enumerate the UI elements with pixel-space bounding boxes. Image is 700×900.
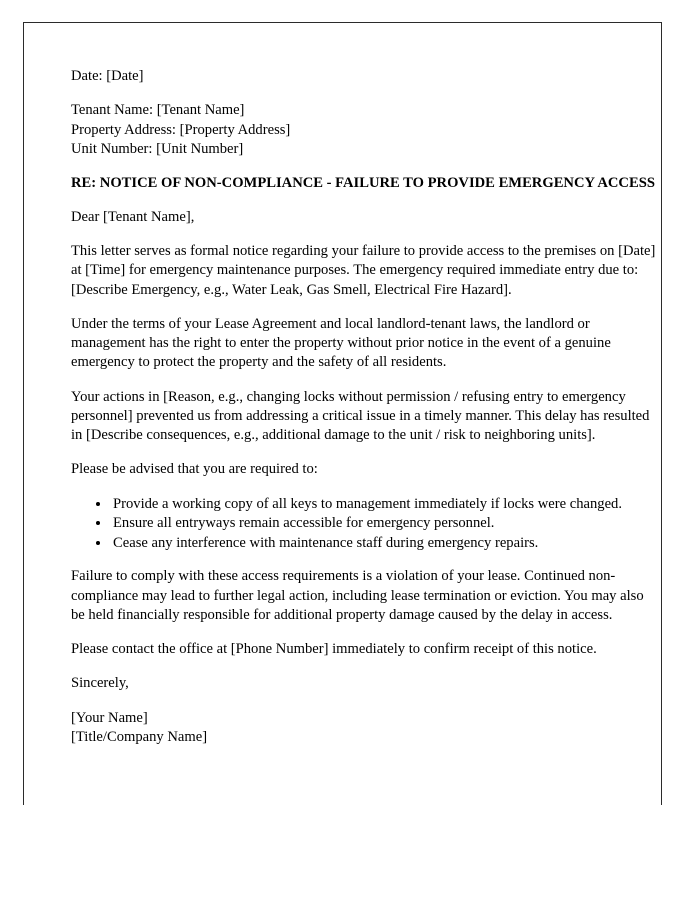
body-paragraph-5: Please contact the office at [Phone Number] immediately to confirm receipt of this notice. <box>71 641 597 658</box>
signature-block <box>71 709 660 748</box>
list-item: • Ensure all entryways remain accessible for emergency personnel. <box>111 514 660 533</box>
body-paragraph-3: Your actions in [Reason, e.g., changing locks without permission / refusing entry to emergency personnel] prevented us from addressing a critical issue in a timely manner. This delay has resulted in [Describe consequences, e.g., additional damage to the unit / risk to neighboring units]. <box>71 388 650 444</box>
body-paragraph-4: Failure to comply with these access requirements is a violation of your lease. Continued non-compliance may lead to further legal action, including lease termination or eviction. You may also be held financially responsible for additional property damage caused by the delay in access. <box>71 568 644 623</box>
list-item: • Cease any interference with maintenance staff during emergency repairs. <box>111 534 660 553</box>
letter-content <box>71 67 660 762</box>
date-line: Date: [Date] <box>71 68 144 84</box>
subject-heading: RE: NOTICE OF NON-COMPLIANCE - FAILURE TO PROVIDE EMERGENCY ACCESS <box>71 175 655 191</box>
date-block <box>71 67 660 86</box>
requirements-intro: Please be advised that you are required to: <box>71 461 318 478</box>
tenant-name-line: Tenant Name: [Tenant Name] <box>71 102 245 119</box>
sender-title: [Title/Company Name] <box>71 728 208 745</box>
list-item: • Provide a working copy of all keys to management immediately if locks were changed. <box>111 495 660 514</box>
body-paragraph-1: This letter serves as formal notice regarding your failure to provide access to the premises on [Date] at [Time] for emergency maintenance purposes. The emergency required immediate entry due to: [Describe Emergency, e.g., Water Leak, Gas Smell, Electrical Fire Hazard]. <box>71 243 656 298</box>
body-paragraph-2: Under the terms of your Lease Agreement and local landlord-tenant laws, the landlord or management has the right to enter the property without prior notice in the event of a genuine emergency to protect the property and the safety of all residents. <box>71 315 611 371</box>
valediction: Sincerely, <box>71 675 129 692</box>
unit-number-line: Unit Number: [Unit Number] <box>71 140 244 157</box>
document-page <box>23 22 662 805</box>
recipient-block <box>71 101 660 159</box>
salutation: Dear [Tenant Name], <box>71 208 195 225</box>
requirements-list <box>71 495 660 554</box>
sender-name: [Your Name] <box>71 709 148 726</box>
property-address-line: Property Address: [Property Address] <box>71 121 291 138</box>
